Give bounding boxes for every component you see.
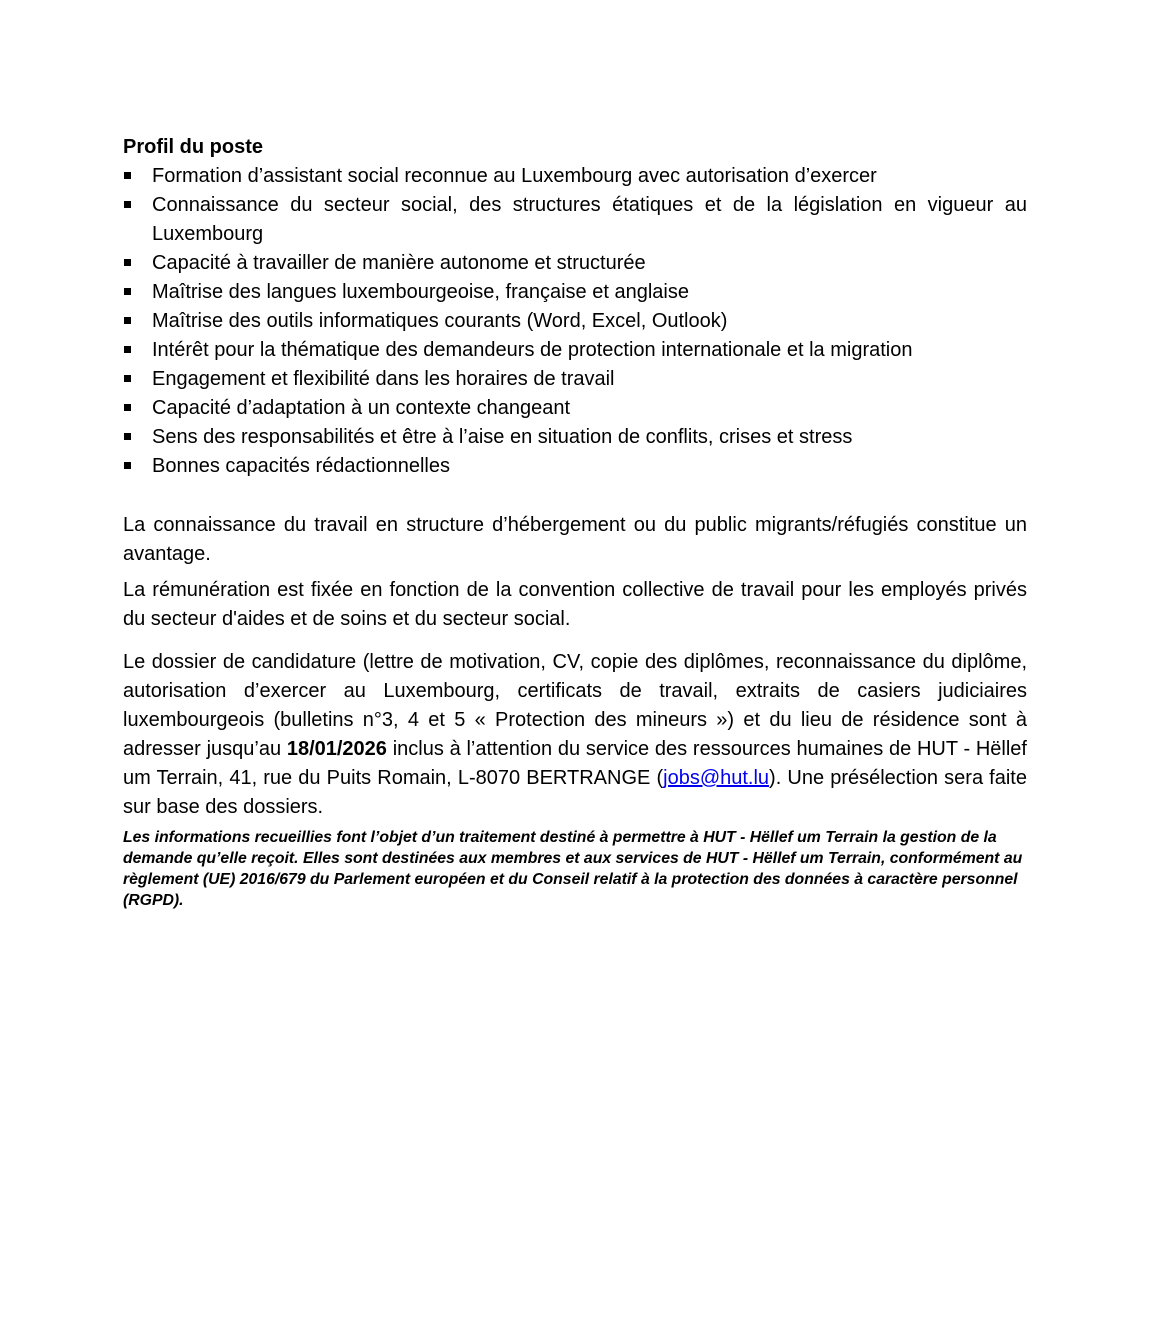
bullet-item-text: Connaissance du secteur social, des structures étatiques et de la législation en vigueur au Luxembourg	[152, 194, 1027, 245]
bullet-item-text: Engagement et flexibilité dans les horaires de travail	[152, 368, 615, 390]
bullet-square-icon	[124, 462, 131, 469]
list-item	[123, 307, 1027, 336]
bullet-item-text: Capacité d’adaptation à un contexte changeant	[152, 397, 571, 419]
list-item	[123, 278, 1027, 307]
bullet-square-icon	[124, 404, 131, 411]
bullet-square-icon	[124, 346, 131, 353]
document-content	[123, 133, 1027, 911]
bullet-item-text: Maîtrise des langues luxembourgeoise, française et anglaise	[152, 281, 689, 303]
dossier-text-after-date: inclus à l’attention du service des ressources humaines de HUT - Hëllef um Terrain, 41, rue du Puits Romain, L-8070 BERTRANGE (	[123, 738, 1027, 789]
bullet-square-icon	[124, 259, 131, 266]
deadline-date: 18/01/2026	[286, 738, 387, 760]
list-item	[123, 249, 1027, 278]
dossier-text-after-link: ). Une présélection sera faite sur base des dossiers.	[123, 767, 1027, 818]
bullet-item-text: Formation d’assistant social reconnue au Luxembourg avec autorisation d’exercer	[152, 165, 877, 187]
bullet-square-icon	[124, 317, 131, 324]
list-item	[123, 191, 1027, 249]
list-item	[123, 452, 1027, 481]
list-item	[123, 394, 1027, 423]
profile-bullet-list	[123, 162, 1027, 481]
bullet-item-text: Sens des responsabilités et être à l’aise en situation de conflits, crises et stress	[152, 426, 853, 448]
bullet-square-icon	[124, 375, 131, 382]
bullet-square-icon	[124, 288, 131, 295]
dossier-text-before-date: Le dossier de candidature (lettre de motivation, CV, copie des diplômes, reconnaissance du diplôme, autorisation d’exercer au Luxembourg, certificats de travail, extraits de casiers judiciaires luxembourgeois (bulletins n°3, 4 et 5 « Protection des mineurs ») et du lieu de résidence sont à adresser jusqu’au	[123, 651, 1027, 760]
page-title: Profil du poste	[123, 136, 263, 158]
bullet-square-icon	[124, 433, 131, 440]
gdpr-fine-print: Les informations recueillies font l’objet d’un traitement destiné à permettre à HUT - Hëllef um Terrain la gestion de la demande qu’elle reçoit. Elles sont destinées aux membres et aux services de HUT - Hëllef um Terrain, conformément au règlement (UE) 2016/679 du Parlement européen et du Conseil relatif à la protection des données à caractère personnel (RGPD).	[123, 829, 1023, 909]
list-item	[123, 336, 1027, 365]
list-item	[123, 365, 1027, 394]
bullet-item-text: Bonnes capacités rédactionnelles	[152, 455, 450, 477]
paragraph-advantage: La connaissance du travail en structure d’hébergement ou du public migrants/réfugiés constitue un avantage.	[123, 514, 1027, 565]
email-link[interactable]: jobs@hut.lu	[663, 767, 770, 789]
list-item	[123, 162, 1027, 191]
bullet-square-icon	[124, 172, 131, 179]
paragraph-dossier	[123, 648, 1027, 822]
bullet-item-text: Capacité à travailler de manière autonome et structurée	[152, 252, 646, 274]
bullet-item-text: Intérêt pour la thématique des demandeurs de protection internationale et la migration	[152, 339, 913, 361]
paragraph-remuneration: La rémunération est fixée en fonction de la convention collective de travail pour les employés privés du secteur d'aides et de soins et du secteur social.	[123, 579, 1027, 630]
bullet-item-text: Maîtrise des outils informatiques courants (Word, Excel, Outlook)	[152, 310, 728, 332]
bullet-square-icon	[124, 201, 131, 208]
list-item	[123, 423, 1027, 452]
